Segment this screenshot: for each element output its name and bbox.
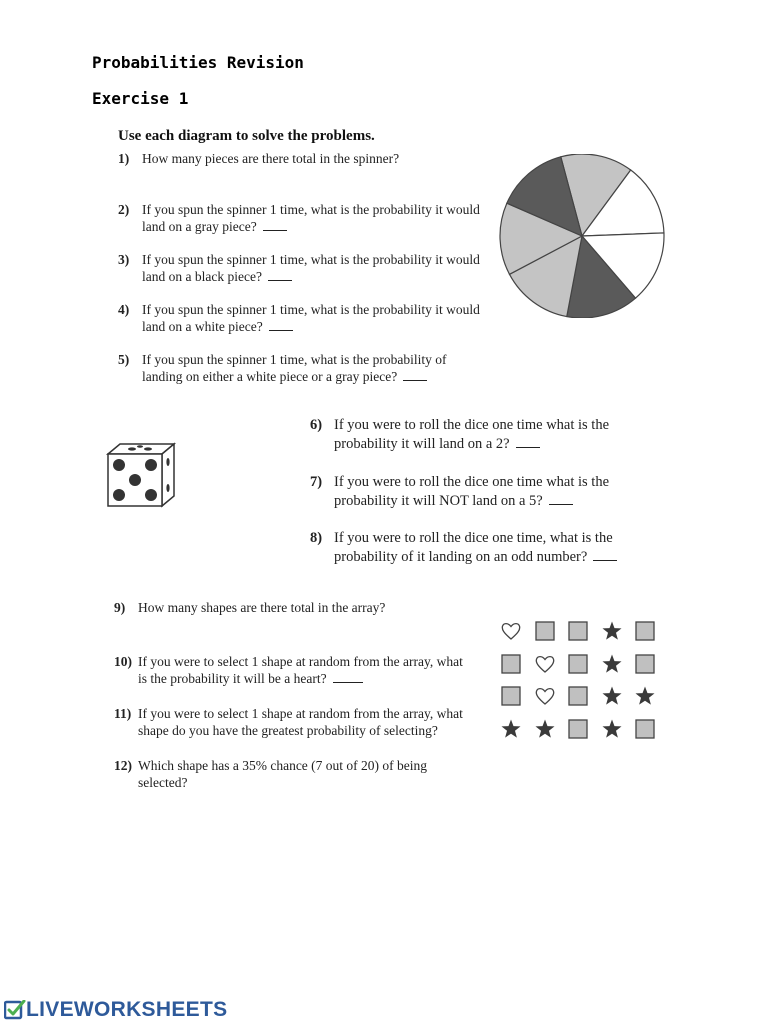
question-text: If you were to select 1 shape at random from the array, what shape do you have the greatest probability of selecting? bbox=[138, 706, 463, 738]
shape-square-icon bbox=[567, 620, 589, 642]
question-text: How many pieces are there total in the spinner? bbox=[142, 151, 400, 166]
shape-square-icon bbox=[634, 620, 656, 642]
shape-square-icon bbox=[534, 620, 556, 642]
question-8 bbox=[310, 529, 664, 567]
question-number: 11) bbox=[114, 706, 132, 721]
dice-pip bbox=[129, 474, 141, 486]
answer-blank[interactable] bbox=[549, 504, 573, 505]
question-1 bbox=[118, 150, 482, 167]
question-text: If you were to roll the dice one time, what is the probability of it landing on an odd number? bbox=[334, 530, 613, 565]
exercise-heading: Exercise 1 bbox=[92, 89, 189, 108]
question-number: 8) bbox=[310, 530, 323, 546]
dice-diagram bbox=[104, 440, 178, 510]
question-number: 6) bbox=[310, 417, 323, 433]
worksheet-title: Probabilities Revision bbox=[92, 53, 304, 72]
answer-blank[interactable] bbox=[269, 330, 293, 331]
question-9 bbox=[114, 599, 483, 616]
answer-blank[interactable] bbox=[333, 682, 363, 683]
liveworksheets-logo-icon bbox=[4, 1000, 26, 1020]
shape-square-icon bbox=[500, 685, 522, 707]
question-text: If you spun the spinner 1 time, what is the probability it would land on a black piece? bbox=[142, 252, 480, 284]
question-number: 5) bbox=[118, 352, 130, 367]
question-5 bbox=[118, 351, 482, 385]
shape-star-icon bbox=[500, 718, 522, 740]
shape-star-icon bbox=[534, 718, 556, 740]
shape-star-icon bbox=[601, 685, 623, 707]
dice-top-pip bbox=[137, 445, 143, 447]
question-text: If you spun the spinner 1 time, what is the probability it would land on a gray piece? bbox=[142, 202, 480, 234]
shape-heart-icon bbox=[500, 620, 522, 642]
shape-square-icon bbox=[567, 685, 589, 707]
shape-heart-icon bbox=[534, 653, 556, 675]
question-11 bbox=[114, 705, 473, 739]
question-text: If you spun the spinner 1 time, what is the probability of landing on either a white piece or a gray piece? bbox=[142, 352, 447, 384]
question-text: If you were to roll the dice one time what is the probability it will NOT land on a 5? bbox=[334, 474, 610, 509]
question-3 bbox=[118, 251, 482, 285]
answer-blank[interactable] bbox=[593, 560, 617, 561]
question-number: 2) bbox=[118, 202, 130, 217]
question-number: 9) bbox=[114, 600, 126, 615]
shape-square-icon bbox=[567, 718, 589, 740]
shape-star-icon bbox=[601, 620, 623, 642]
dice-pip bbox=[145, 459, 157, 471]
dice-pip bbox=[113, 459, 125, 471]
question-2 bbox=[118, 201, 482, 235]
question-text: If you were to select 1 shape at random from the array, what is the probability it will be a heart? bbox=[138, 654, 463, 686]
shape-star-icon bbox=[634, 685, 656, 707]
question-text: Which shape has a 35% chance (7 out of 20) of being selected? bbox=[138, 758, 428, 790]
shape-square-icon bbox=[634, 718, 656, 740]
shape-star-icon bbox=[601, 718, 623, 740]
footer-logo bbox=[4, 998, 227, 1022]
spinner-diagram bbox=[498, 154, 668, 318]
question-10 bbox=[114, 653, 473, 687]
shape-heart-icon bbox=[534, 685, 556, 707]
question-6 bbox=[310, 416, 664, 454]
dice-side-pip bbox=[166, 484, 169, 492]
question-text: If you were to roll the dice one time what is the probability it will land on a 2? bbox=[334, 417, 610, 452]
dice-pip bbox=[145, 489, 157, 501]
answer-blank[interactable] bbox=[516, 447, 540, 448]
shape-square-icon bbox=[567, 653, 589, 675]
question-number: 12) bbox=[114, 758, 132, 773]
question-number: 7) bbox=[310, 474, 323, 490]
question-4 bbox=[118, 301, 482, 335]
dice-side-pip bbox=[166, 458, 169, 466]
dice-side-face bbox=[162, 444, 174, 506]
instruction-text: Use each diagram to solve the problems. bbox=[118, 128, 375, 144]
question-text: If you spun the spinner 1 time, what is the probability it would land on a white piece? bbox=[142, 302, 480, 334]
answer-blank[interactable] bbox=[403, 380, 427, 381]
shape-star-icon bbox=[601, 653, 623, 675]
dice-pip bbox=[113, 489, 125, 501]
shape-square-icon bbox=[500, 653, 522, 675]
question-number: 3) bbox=[118, 252, 130, 267]
question-number: 10) bbox=[114, 654, 132, 669]
question-12 bbox=[114, 757, 473, 791]
shape-square-icon bbox=[634, 653, 656, 675]
brand-name: LIVEWORKSHEETS bbox=[26, 998, 228, 1021]
answer-blank[interactable] bbox=[268, 280, 292, 281]
question-text: How many shapes are there total in the array? bbox=[138, 600, 386, 615]
answer-blank[interactable] bbox=[263, 230, 287, 231]
dice-top-pip bbox=[128, 447, 136, 450]
question-number: 1) bbox=[118, 151, 130, 166]
question-number: 4) bbox=[118, 302, 130, 317]
question-7 bbox=[310, 473, 664, 511]
dice-top-pip bbox=[144, 447, 152, 450]
